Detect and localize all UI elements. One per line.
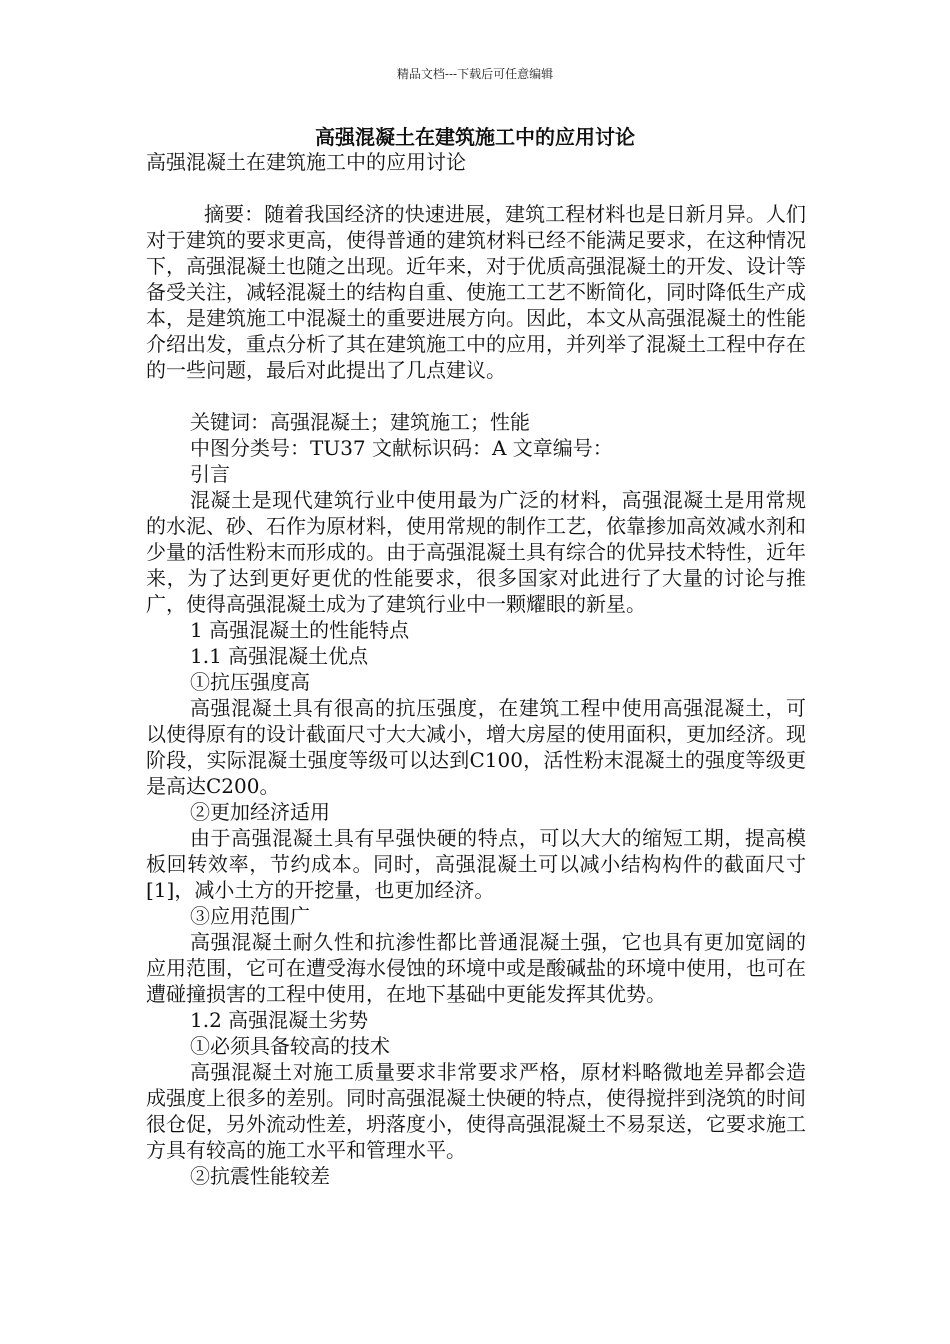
- intro-paragraph: 混凝土是现代建筑行业中使用最为广泛的材料，高强混凝土是用常规的水泥、砂、石作为原材料，使用常规的制作工艺，依靠掺加高效减水剂和少量的活性粉末而形成的。由于高强混凝土具有综合的优异技术特性，近年来，为了达到更好更优的性能要求，很多国家对此进行了大量的讨论与推广，使得高强混凝土成为了建筑行业中一颗耀眼的新星。: [146, 488, 806, 616]
- advantage-3-heading: ③应用范围广: [190, 904, 310, 928]
- classification-line: 中图分类号：TU37 文献标识码：A 文章编号：: [190, 436, 613, 460]
- document-subtitle: 高强混凝土在建筑施工中的应用讨论: [146, 150, 466, 174]
- page-header-note: 精品文档---下载后可任意编辑: [396, 67, 554, 81]
- advantage-1-heading: ①抗压强度高: [190, 670, 310, 694]
- disadvantage-1-heading: ①必须具备较高的技术: [190, 1034, 390, 1058]
- section-1-2-heading: 1.2 高强混凝土劣势: [190, 1008, 369, 1032]
- section-1-heading: 1 高强混凝土的性能特点: [190, 618, 410, 642]
- intro-heading: 引言: [190, 462, 230, 486]
- advantage-2-heading: ②更加经济适用: [190, 800, 330, 824]
- disadvantage-2-heading: ②抗震性能较差: [190, 1164, 330, 1188]
- abstract-paragraph: 摘要：随着我国经济的快速进展，建筑工程材料也是日新月异。人们对于建筑的要求更高，使得普通的建筑材料已经不能满足要求，在这种情况下，高强混凝土也随之出现。近年来，对于优质高强混凝土的开发、设计等备受关注，减轻混凝土的结构自重、使施工工艺不断简化，同时降低生产成本，是建筑施工中混凝土的重要进展方向。因此，本文从高强混凝土的性能介绍出发，重点分析了其在建筑施工中的应用，并列举了混凝土工程中存在的一些问题，最后对此提出了几点建议。: [146, 202, 806, 382]
- advantage-1-paragraph: 高强混凝土具有很高的抗压强度，在建筑工程中使用高强混凝土，可以使得原有的设计截面尺寸大大减小，增大房屋的使用面积，更加经济。现阶段，实际混凝土强度等级可以达到C100，活性粉末混凝土的强度等级更是高达C200。: [146, 696, 806, 798]
- document-title: 高强混凝土在建筑施工中的应用讨论: [315, 125, 635, 149]
- blank-line: [146, 383, 806, 409]
- advantage-3-paragraph: 高强混凝土耐久性和抗渗性都比普通混凝土强，它也具有更加宽阔的应用范围，它可在遭受海水侵蚀的环境中或是酸碱盐的环境中使用，也可在遭碰撞损害的工程中使用，在地下基础中更能发挥其优势。: [146, 930, 806, 1006]
- advantage-2-paragraph: 由于高强混凝土具有早强快硬的特点，可以大大的缩短工期，提高模板回转效率，节约成本。同时，高强混凝土可以减小结构构件的截面尺寸[1]，减小土方的开挖量，也更加经济。: [146, 826, 806, 902]
- blank-line: [146, 175, 806, 201]
- section-1-1-heading: 1.1 高强混凝土优点: [190, 644, 369, 668]
- keywords-line: 关键词：高强混凝土；建筑施工；性能: [190, 410, 530, 434]
- document-body: [146, 149, 806, 1189]
- disadvantage-1-paragraph: 高强混凝土对施工质量要求非常要求严格，原材料略微地差异都会造成强度上很多的差别。同时高强混凝土快硬的特点，使得搅拌到浇筑的时间很仓促，另外流动性差，坍落度小，使得高强混凝土不易泵送，它要求施工方具有较高的施工水平和管理水平。: [146, 1060, 806, 1162]
